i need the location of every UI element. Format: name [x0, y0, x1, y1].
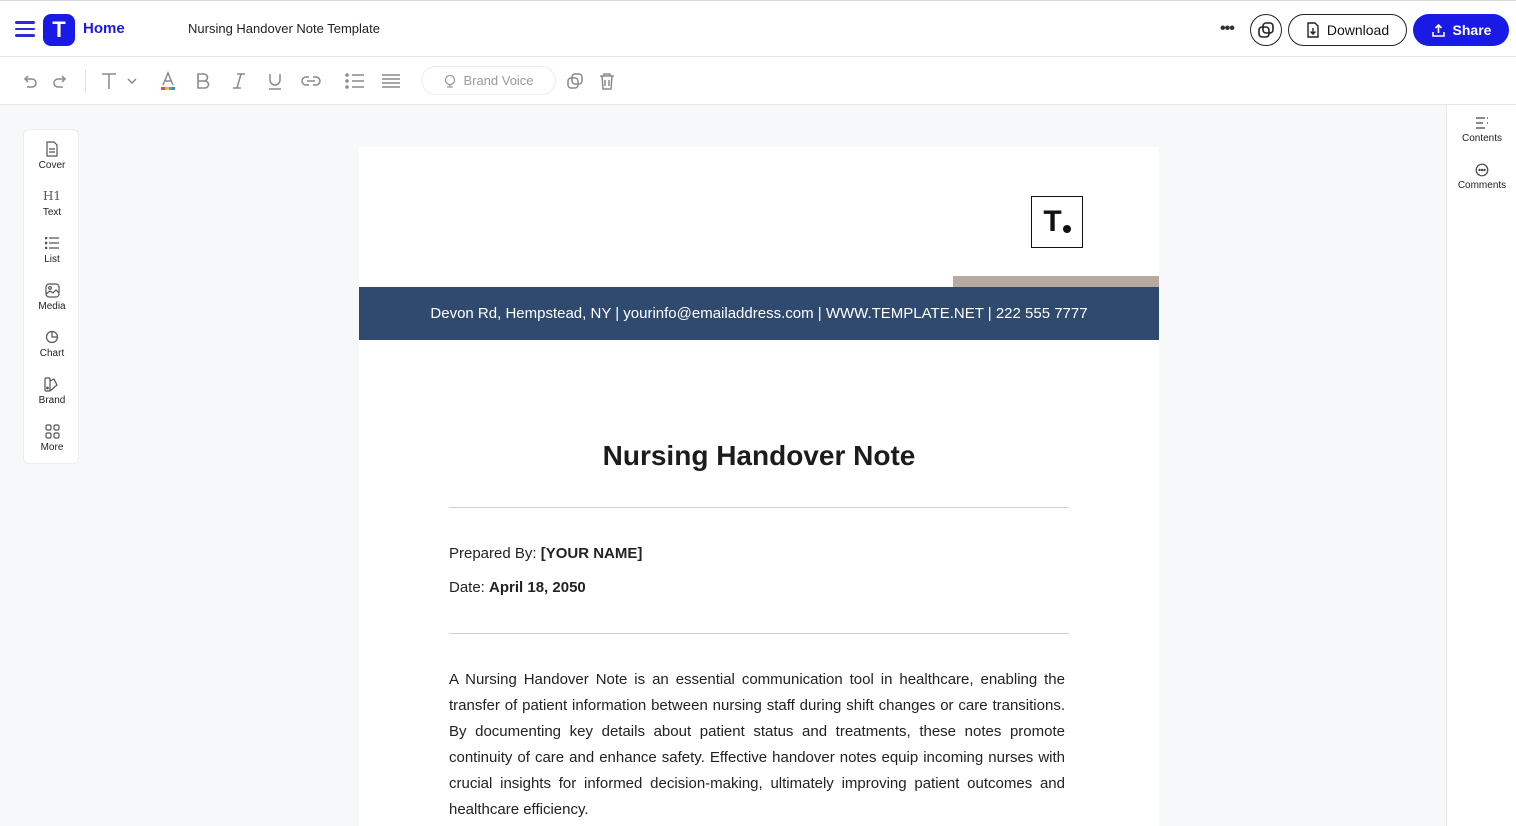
list-icon: [45, 234, 59, 252]
panel-item-comments[interactable]: [1447, 162, 1516, 202]
text-style-icon: [99, 71, 139, 91]
document-logo[interactable]: [1031, 196, 1083, 248]
share-label: Share: [1452, 22, 1492, 38]
date-line[interactable]: [449, 579, 586, 596]
panel-item-label: Contents: [1461, 133, 1503, 144]
comments-icon: [1475, 162, 1489, 178]
panel-item-cover[interactable]: [24, 140, 80, 180]
underline-icon[interactable]: [264, 70, 286, 92]
cover-icon: [45, 140, 59, 158]
app-logo-letter: T: [52, 17, 66, 42]
prepared-by-label: Prepared By:: [449, 545, 537, 562]
date-value: April 18, 2050: [489, 579, 586, 596]
divider: [449, 633, 1069, 634]
panel-item-label: Cover: [38, 160, 66, 171]
panel-item-media[interactable]: [24, 281, 80, 321]
more-options-icon[interactable]: •••: [1220, 20, 1234, 37]
insert-panel: [23, 129, 79, 464]
heading-icon: H1: [42, 189, 62, 203]
font-color-icon[interactable]: [157, 70, 179, 92]
media-icon: [45, 281, 60, 299]
contents-icon: [1475, 115, 1489, 131]
document-title[interactable]: Nursing Handover Note Template: [188, 21, 380, 36]
grid-icon: [45, 422, 60, 440]
toolbar-divider: [85, 69, 86, 93]
brand-voice-button[interactable]: [421, 66, 556, 95]
redo-icon[interactable]: [50, 70, 72, 92]
panel-item-label: More: [40, 442, 64, 453]
formatting-toolbar: [0, 57, 1516, 105]
panel-item-chart[interactable]: [24, 328, 80, 368]
contact-line: Devon Rd, Hempstead, NY | yourinfo@emailaddress.com | WWW.TEMPLATE.NET | 222 555 7777: [430, 305, 1088, 322]
prepared-by-value: [YOUR NAME]: [540, 545, 643, 562]
undo-icon[interactable]: [18, 70, 40, 92]
home-link[interactable]: Home: [83, 20, 125, 37]
panel-item-list[interactable]: [24, 234, 80, 274]
link-icon[interactable]: [300, 70, 322, 92]
accent-bar: [953, 276, 1159, 287]
share-upload-icon: [1431, 23, 1446, 38]
date-label: Date:: [449, 579, 485, 596]
brand-voice-label: Brand Voice: [463, 73, 534, 88]
brand-icon: [44, 375, 60, 393]
panel-item-label: Text: [42, 207, 62, 218]
panel-item-label: Brand: [38, 395, 66, 406]
copy-icon: [1257, 21, 1275, 39]
intro-paragraph[interactable]: A Nursing Handover Note is an essential communication tool in healthcare, enabling the transfer of patient information between nursing staff during shift changes or care transitions. By documenting key details about patient status and treatments, these notes promote continuity of care and enhance safety. Effective handover notes equip incoming nurses with crucial insights for informed decision-making, ultimately improving patient outcomes and healthcare efficiency.: [449, 671, 1065, 818]
list-icon[interactable]: [344, 70, 366, 92]
divider: [449, 507, 1069, 508]
italic-icon[interactable]: [228, 70, 250, 92]
delete-icon[interactable]: [596, 70, 618, 92]
logo-dot: [1063, 225, 1071, 233]
app-logo[interactable]: [43, 14, 75, 46]
share-button[interactable]: [1413, 14, 1509, 46]
side-panel: [1446, 105, 1516, 826]
text-style-dropdown[interactable]: [97, 70, 141, 92]
document-logo-letter: T: [1043, 205, 1061, 238]
document-heading[interactable]: Nursing Handover Note: [602, 440, 916, 471]
contact-band[interactable]: [359, 287, 1159, 340]
panel-item-label: Comments: [1457, 180, 1507, 191]
duplicate-icon[interactable]: [564, 70, 586, 92]
document-page[interactable]: [359, 147, 1159, 826]
panel-item-label: Chart: [39, 348, 65, 359]
top-bar: [0, 0, 1516, 57]
brand-voice-icon: [443, 74, 457, 88]
panel-item-label: List: [44, 254, 60, 265]
panel-item-label: Media: [38, 301, 66, 312]
prepared-by-line[interactable]: [449, 545, 642, 562]
panel-item-brand[interactable]: [24, 375, 80, 415]
download-label: Download: [1326, 22, 1390, 38]
menu-icon[interactable]: [15, 21, 35, 37]
align-icon[interactable]: [380, 70, 402, 92]
download-button[interactable]: [1288, 14, 1407, 46]
chart-icon: [45, 328, 59, 346]
duplicate-button[interactable]: [1250, 14, 1282, 46]
panel-item-contents[interactable]: [1447, 115, 1516, 155]
download-file-icon: [1306, 22, 1320, 38]
bold-icon[interactable]: [192, 70, 214, 92]
panel-item-more[interactable]: [24, 422, 80, 462]
panel-item-text[interactable]: [24, 187, 80, 227]
